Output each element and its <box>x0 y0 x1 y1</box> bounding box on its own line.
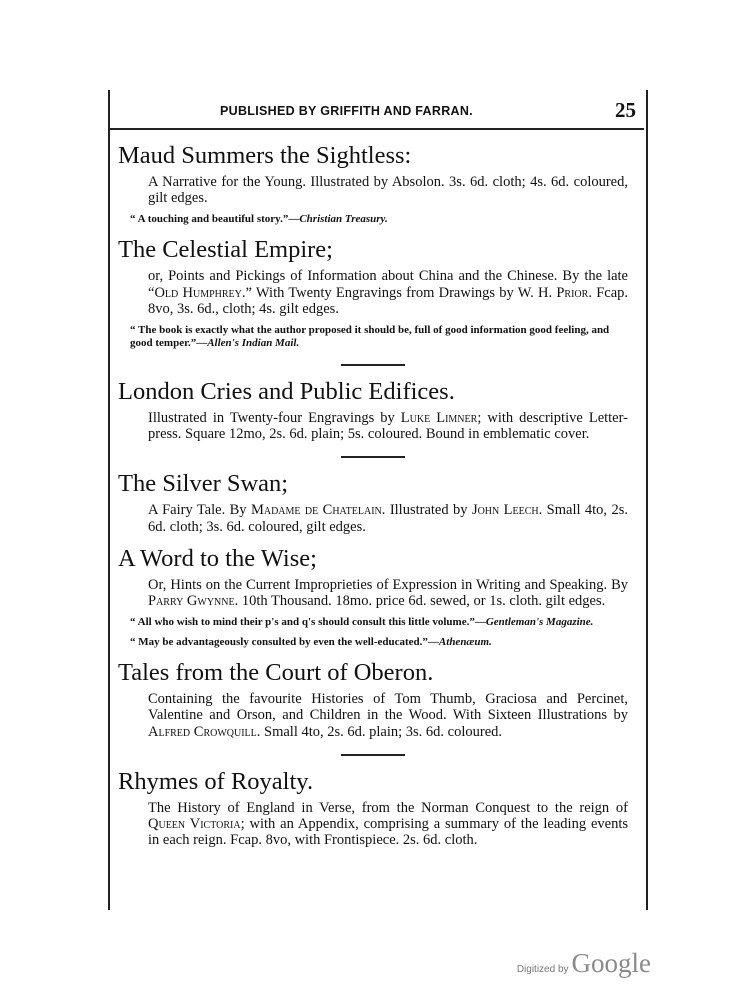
catalogue-entry <box>118 659 628 740</box>
catalogue-entry <box>118 545 628 649</box>
digitized-by-text: Digitized by <box>516 964 569 975</box>
running-header <box>108 96 644 130</box>
google-logo: Google <box>571 948 651 978</box>
review-quote <box>130 213 628 226</box>
entry-title: London Cries and Public Edifices. <box>118 378 455 406</box>
author-name: Old Humphrey <box>154 284 242 301</box>
author-name: John Leech <box>471 502 539 519</box>
catalogue-entry <box>118 142 628 226</box>
description-text: . Small 4to, 2s. 6d. cloth; 3s. 6d. coloured, gilt edges. <box>148 502 628 535</box>
review-quote <box>130 616 628 629</box>
page-number: 25 <box>615 98 636 122</box>
entry-title: Rhymes of Royalty. <box>118 767 314 795</box>
entry-title: Tales from the Court of Oberon. <box>118 659 434 687</box>
entry-description <box>148 800 628 849</box>
catalogue-entry <box>118 236 628 350</box>
review-quote <box>130 636 628 649</box>
entry-title: The Silver Swan; <box>118 470 289 498</box>
description-text: ; with descriptive Letter-press. Square 12mo, 2s. 6d. plain; 5s. coloured. Bound in emblematic cover. <box>148 410 628 443</box>
description-text: . Fcap. 8vo, 3s. 6d., cloth; 4s. gilt edges. <box>148 284 629 317</box>
author-name: Alfred Crowquill <box>148 723 257 740</box>
review-quote <box>130 324 628 350</box>
entry-title: Maud Summers the Sightless: <box>118 142 412 169</box>
entry-description <box>148 691 628 740</box>
description-text: . 10th Thousand. 18mo. price 6d. sewed, or 1s. cloth. gilt edges. <box>234 593 606 610</box>
entry-description <box>148 174 628 206</box>
description-text: . Illustrated by <box>381 502 472 519</box>
quote-text: “ All who wish to mind their p's and q's should consult this little volume.”— <box>130 616 486 629</box>
author-name: Luke Limner <box>400 410 478 427</box>
description-text: A Narrative for the Young. Illustrated by Absolon. 3s. 6d. cloth; 4s. 6d. coloured, gilt edges. <box>148 174 628 207</box>
description-text: . Small 4to, 2s. 6d. plain; 3s. 6d. coloured. <box>256 723 503 740</box>
author-name: Prior <box>556 284 589 301</box>
description-text: Containing the favourite Histories of Tom Thumb, Graciosa and Percinet, Valentine and Orson, and Children in the Wood. With Sixteen Illustrations by <box>148 691 628 724</box>
catalogue-entry <box>118 768 628 849</box>
digitization-credit <box>517 948 651 979</box>
quote-text: “ The book is exactly what the author proposed it should be, full of good information good feeling, and good temper.”— <box>130 324 610 350</box>
quote-source: Allen's Indian Mail. <box>207 337 300 350</box>
quote-source: Athenæum. <box>438 636 492 649</box>
author-name: Parry Gwynne <box>148 593 235 610</box>
description-text: Illustrated in Twenty-four Engravings by <box>148 410 401 427</box>
description-text: ; with an Appendix, comprising a summary of the leading events in each reign. Fcap. 8vo, with Frontispiece. 2s. 6d. cloth. <box>148 816 628 849</box>
description-text: A Fairy Tale. By <box>148 502 251 519</box>
entry-title: The Celestial Empire; <box>118 236 333 264</box>
entry-description <box>148 577 628 609</box>
description-text: .” With Twenty Engravings from Drawings by W. H. <box>241 284 557 301</box>
section-divider <box>341 456 405 458</box>
catalogue-entry <box>118 378 628 442</box>
catalogue-content <box>118 142 628 858</box>
entry-description <box>148 268 628 317</box>
author-name: Madame de Chatelain <box>250 502 382 519</box>
quote-source: Christian Treasury. <box>299 213 388 226</box>
entry-description <box>148 410 628 442</box>
section-divider <box>341 754 405 756</box>
description-text: The History of England in Verse, from the Norman Conquest to the reign of <box>148 799 628 816</box>
quote-text: “ May be advantageously consulted by even the well-educated.”— <box>130 636 439 649</box>
section-divider <box>341 364 405 366</box>
author-name: Queen Victoria <box>148 816 241 833</box>
entry-description <box>148 502 628 534</box>
description-text: or, Points and Pickings of Information about China and the Chinese. By the late “ <box>148 268 628 301</box>
description-text: Or, Hints on the Current Improprieties of Expression in Writing and Speaking. By <box>148 576 628 593</box>
catalogue-entry <box>118 470 628 534</box>
quote-source: Gentleman's Magazine. <box>485 616 594 629</box>
quote-text: “ A touching and beautiful story.”— <box>130 213 300 226</box>
entry-title: A Word to the Wise; <box>118 544 317 572</box>
header-publisher: PUBLISHED BY GRIFFITH AND FARRAN. <box>220 104 473 118</box>
